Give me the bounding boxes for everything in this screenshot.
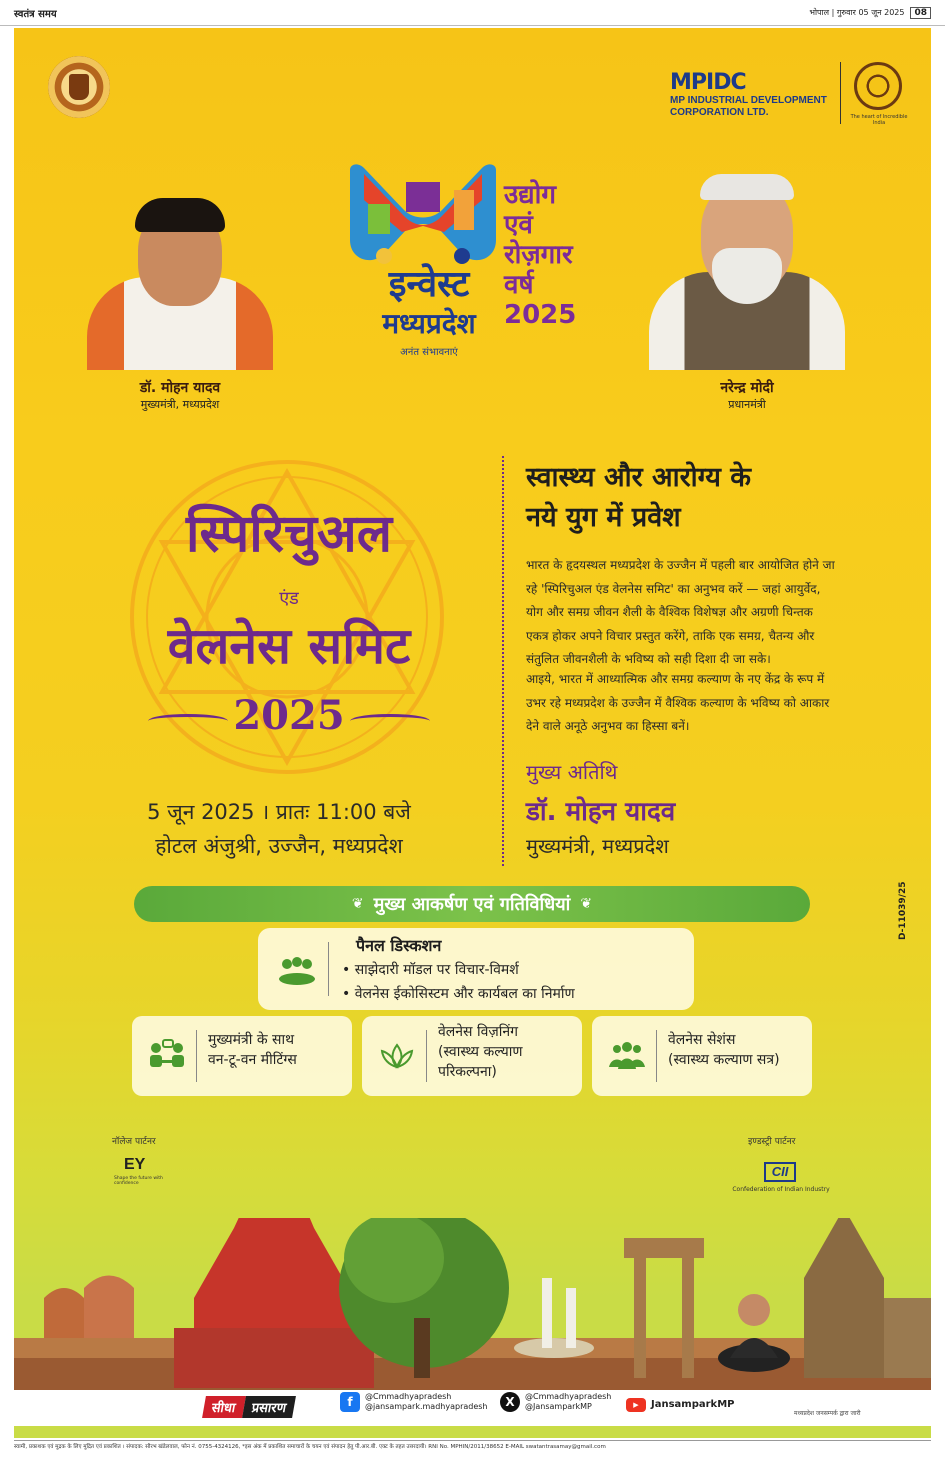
- lotus-icon: [376, 1036, 418, 1076]
- activity-card-sessions: [592, 1016, 812, 1096]
- imprint-line: स्वामी, प्रकाशक एवं मुद्रक के लिए मुद्रित एवं प्रकाशित । संपादक: सौरभ खंडेलवाल, फोन नं. 0755-4324126, *इस अंक में प्रकाशित समाचारों के चयन एवं संपादन हेतु पी.आर.बी. एक्ट के तहत उत्तरदायी। RNI No. MPHIN/2011/38652 E-MAIL swatantrasamay@gmail.com: [14, 1440, 931, 1451]
- attractions-bar: [134, 886, 810, 922]
- facebook-icon: f: [340, 1392, 360, 1412]
- discussion-group-icon: [276, 950, 318, 990]
- masthead-right: [809, 7, 931, 19]
- year-line: वर्ष: [504, 270, 534, 300]
- mp-seal-text: The heart of Incredible India: [850, 114, 908, 126]
- year-line: 2025: [504, 300, 577, 330]
- paper-name: स्वतंत्र समय: [14, 8, 57, 20]
- card-line: परिकल्पना): [438, 1064, 497, 1080]
- ey-logo: EY: [124, 1156, 146, 1173]
- invest-brand-line1: इन्वेस्ट: [388, 264, 470, 305]
- leader-name-right: नरेन्द्र मोदी: [720, 380, 774, 396]
- leader-role-right: प्रधानमंत्री: [728, 398, 766, 411]
- invest-mp-logo-icon: [344, 160, 502, 272]
- column-divider: [502, 456, 504, 866]
- mp-tourism-seal-icon: [854, 62, 902, 110]
- para-line: भारत के हृदयस्थल मध्यप्रदेश के उज्जैन में पहली बार आयोजित होने जा: [526, 558, 835, 572]
- cii-full-name: Confederation of Indian Industry: [732, 1186, 830, 1193]
- meeting-icon: [146, 1036, 188, 1076]
- handle-line: @Cmmadhyapradesh: [525, 1392, 612, 1401]
- summit-title-line1: स्पिरिचुअल: [186, 503, 392, 564]
- advertisement: [14, 28, 931, 1438]
- industry-partner-label: इण्डस्ट्री पार्टनर: [748, 1137, 796, 1147]
- card-separator: [328, 942, 329, 996]
- right-heading: [526, 458, 906, 538]
- card-separator: [656, 1030, 657, 1082]
- panel-bullet: • साझेदारी मॉडल पर विचार-विमर्श: [342, 962, 519, 978]
- seedha-prasaran-badge: [204, 1396, 294, 1418]
- knowledge-partner-label: नॉलेज पार्टनर: [112, 1137, 156, 1147]
- leader-caption-left: [64, 378, 296, 412]
- cii-logo: CII: [764, 1162, 796, 1182]
- description-paragraph-2: [526, 668, 898, 739]
- ujjain-temples-scene-icon: [14, 1218, 931, 1418]
- year-line: एवं: [504, 210, 533, 240]
- leader-photo-left: [64, 168, 296, 370]
- panel-discussion-card: [258, 928, 694, 1010]
- activity-card-text: [208, 1030, 297, 1070]
- para-line: उभर रहे मध्यप्रदेश के उज्जैन में वैश्विक कल्याण के भविष्य को आकार: [526, 695, 830, 710]
- chief-guest-label: मुख्य अतिथि: [526, 760, 618, 784]
- year-line: उद्योग: [504, 180, 557, 210]
- industry-year-block: [504, 180, 614, 330]
- mpidc-mark: MPIDC: [670, 70, 746, 95]
- social-footer: [14, 1390, 931, 1426]
- masthead: [0, 0, 945, 26]
- para-line: एकत्र होकर अपने विचार प्रस्तुत करेंगे, ताकि एक समग्र, चैतन्य और: [526, 628, 815, 643]
- handle-line: @JansamparkMP: [525, 1402, 592, 1411]
- chief-guest-name: डॉ. मोहन यादव: [526, 797, 676, 827]
- year-line: रोज़गार: [504, 240, 573, 270]
- page-number: 08: [910, 7, 931, 19]
- attractions-title: मुख्य आकर्षण एवं गतिविधियां: [373, 894, 571, 915]
- facebook-handle[interactable]: [340, 1392, 488, 1412]
- description-paragraph-1: [526, 554, 898, 672]
- handle-line: @jansampark.madhyapradesh: [365, 1402, 488, 1411]
- activity-card-meetings: [132, 1016, 352, 1096]
- panel-bullet-text: वेलनेस ईकोसिस्टम और कार्यबल का निर्माण: [354, 986, 575, 1002]
- youtube-text: JansamparkMP: [651, 1399, 735, 1410]
- leaf-right-icon: ❦: [580, 896, 593, 912]
- summit-date-time: 5 जून 2025 । प्रातः 11:00 बजे: [147, 800, 411, 824]
- invest-brand-line2: मध्यप्रदेश: [382, 307, 476, 340]
- summit-title-line2: वेलनेस समिट: [167, 616, 411, 675]
- ad-code: D-11039/25: [898, 881, 908, 940]
- card-line: वेलनेस सेशंस: [668, 1032, 736, 1048]
- youtube-handle[interactable]: [626, 1398, 734, 1412]
- panel-bullet: • वेलनेस ईकोसिस्टम और कार्यबल का निर्माण: [342, 986, 575, 1002]
- mpidc-logo: [670, 70, 840, 119]
- mp-government-emblem-icon: [48, 56, 110, 118]
- handle-line: @Cmmadhyapradesh: [365, 1392, 452, 1401]
- x-icon: X: [500, 1392, 520, 1412]
- card-line: वेलनेस विज़निंग: [438, 1024, 519, 1040]
- activity-card-text: [668, 1030, 780, 1070]
- para-line: संतुलित जीवनशैली के भविष्य को सही दिशा दी जा सके।: [526, 652, 771, 666]
- card-separator: [426, 1030, 427, 1082]
- card-line: (स्वास्थ्य कल्याण: [438, 1044, 523, 1060]
- mpidc-name-line2: CORPORATION LTD.: [670, 107, 769, 118]
- leader-caption-right: [624, 378, 870, 412]
- invest-brand-tagline: अनंत संभावनाएं: [400, 347, 458, 358]
- logo-divider: [840, 62, 841, 124]
- card-separator: [196, 1030, 197, 1082]
- card-line: वन-टू-वन मीटिंग्स: [208, 1052, 297, 1068]
- ey-tagline: Shape the future with confidence: [114, 1176, 163, 1186]
- card-line: मुख्यमंत्री के साथ: [208, 1032, 295, 1048]
- mpidc-name-line1: MP INDUSTRIAL DEVELOPMENT: [670, 95, 827, 106]
- summit-venue: होटल अंजुश्री, उज्जैन, मध्यप्रदेश: [155, 834, 403, 858]
- panel-title: पैनल डिस्कशन: [356, 936, 442, 955]
- seedha-label: सीधा: [202, 1396, 245, 1418]
- date-line: भोपाल | गुरुवार 05 जून 2025: [809, 8, 905, 17]
- summit-year: 2025: [233, 692, 345, 739]
- card-line: (स्वास्थ्य कल्याण सत्र): [668, 1052, 780, 1068]
- handle-text: [365, 1392, 488, 1412]
- activity-card-visioning: [362, 1016, 582, 1096]
- para-line: आइये, भारत में आध्यात्मिक और समग्र कल्याण के नए केंद्र के रूप में: [526, 672, 825, 686]
- heading-line2: नये युग में प्रवेश: [526, 502, 681, 533]
- leader-name-left: डॉ. मोहन यादव: [139, 380, 221, 396]
- para-line: देने वाले अनूठे अनुभव का हिस्सा बनें।: [526, 719, 690, 733]
- chief-guest-role: मुख्यमंत्री, मध्यप्रदेश: [526, 834, 669, 858]
- prasaran-label: प्रसारण: [242, 1396, 296, 1418]
- summit-title-and: एंड: [279, 588, 299, 609]
- handle-text: [525, 1392, 611, 1412]
- heading-line1: स्वास्थ्य और आरोग्य के: [526, 462, 752, 493]
- activity-card-text: [438, 1022, 522, 1082]
- panel-bullet-text: साझेदारी मॉडल पर विचार-विमर्श: [354, 962, 519, 978]
- youtube-icon: ▶: [626, 1398, 646, 1412]
- leader-photo-right: [624, 158, 870, 370]
- x-handle[interactable]: [500, 1392, 611, 1412]
- para-line: योग और समग्र जीवन शैली के वैश्विक विशेषज्ञ और अग्रणी चिन्तक: [526, 605, 813, 619]
- leaf-left-icon: ❦: [351, 896, 364, 912]
- para-line: रहे 'स्पिरिचुअल एंड वेलनेस समिट' का अनुभव करें — जहां आयुर्वेद,: [526, 581, 821, 596]
- leader-role-left: मुख्यमंत्री, मध्यप्रदेश: [140, 398, 220, 411]
- issued-by-credit: मध्यप्रदेश जनसम्पर्क द्वारा जारी: [794, 1410, 861, 1417]
- group-icon: [606, 1036, 648, 1076]
